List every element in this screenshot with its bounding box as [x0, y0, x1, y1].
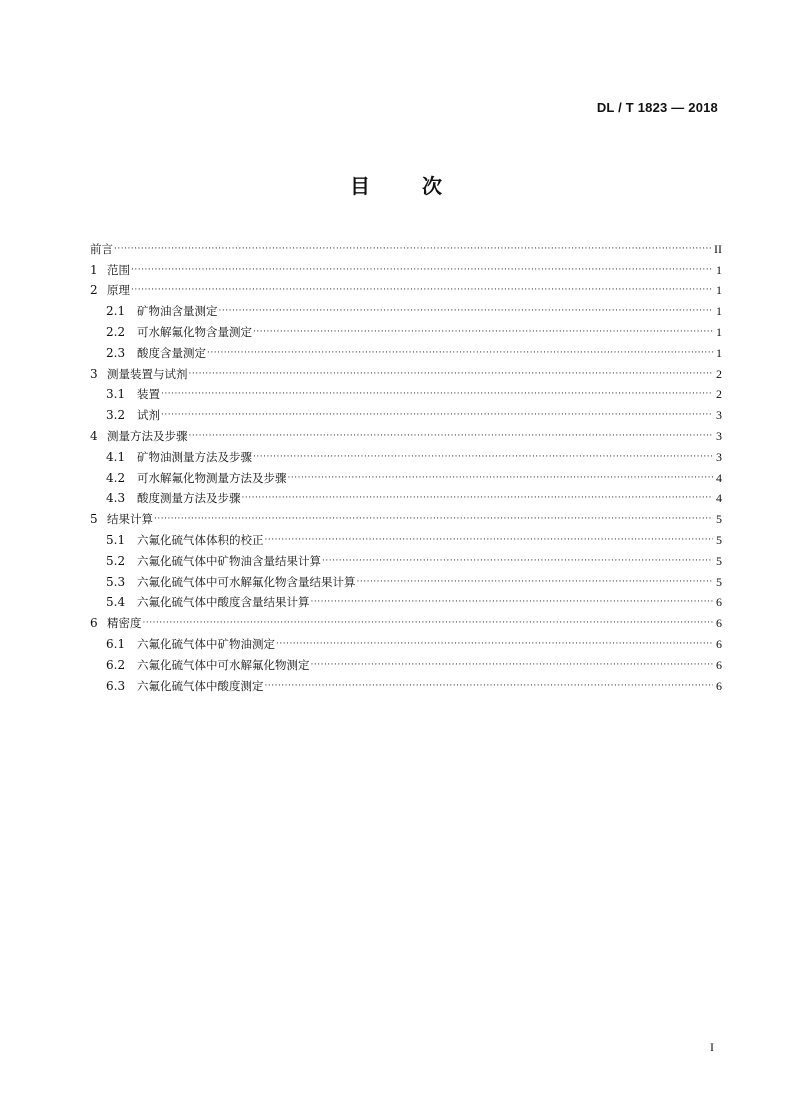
toc-entry-label: 六氟化硫气体中矿物油含量结果计算 — [137, 553, 321, 568]
toc-entry-number: 2.2 — [106, 324, 126, 339]
toc-entry-label: 试剂 — [137, 408, 160, 423]
toc-dot-leader — [253, 327, 713, 339]
toc-dot-leader — [189, 431, 714, 443]
toc-dot-leader — [253, 452, 713, 464]
toc-entry-number: 4.2 — [106, 470, 126, 485]
toc-dot-leader — [143, 618, 714, 630]
toc-entry-label: 矿物油测量方法及步骤 — [137, 449, 252, 464]
toc-title — [0, 170, 792, 199]
table-of-contents — [90, 235, 722, 693]
toc-entry-label: 装置 — [137, 387, 160, 402]
toc-entry-label: 六氟化硫气体中可水解氟化物测定 — [137, 657, 310, 672]
toc-entry-label: 六氟化硫气体中酸度含量结果计算 — [137, 595, 310, 610]
toc-entry-label: 范围 — [107, 262, 130, 277]
toc-dot-leader — [154, 514, 713, 526]
toc-entry[interactable] — [90, 277, 722, 298]
toc-entry-label: 六氟化硫气体体积的校正 — [137, 532, 264, 547]
toc-entry-page: 6 — [716, 616, 722, 631]
toc-entry-number: 2.3 — [106, 345, 126, 360]
toc-entry-page: 3 — [716, 428, 722, 443]
toc-dot-leader — [219, 306, 714, 318]
toc-entry-label: 结果计算 — [107, 512, 153, 527]
toc-dot-leader — [276, 639, 713, 651]
toc-entry-page: 1 — [716, 304, 722, 319]
toc-title-char-1: 目 — [350, 174, 370, 198]
toc-entry[interactable] — [90, 589, 722, 610]
toc-entry-label: 测量装置与试剂 — [107, 366, 188, 381]
toc-entry-number: 6.1 — [106, 636, 126, 651]
toc-dot-leader — [161, 410, 713, 422]
toc-entry[interactable] — [90, 485, 722, 506]
toc-entry-label: 前言 — [90, 241, 113, 256]
toc-entry-number: 5.4 — [106, 595, 126, 610]
toc-title-char-2: 次 — [422, 174, 442, 198]
toc-dot-leader — [311, 660, 714, 672]
toc-entry-number: 6.2 — [106, 657, 126, 672]
toc-entry-page: 2 — [716, 387, 722, 402]
toc-entry-page: 4 — [716, 470, 722, 485]
toc-entry[interactable] — [90, 505, 722, 526]
toc-entry[interactable] — [90, 318, 722, 339]
toc-entry-number: 3 — [90, 366, 98, 381]
toc-entry-page: 1 — [716, 283, 722, 298]
toc-entry-label: 六氟化硫气体中酸度测定 — [137, 678, 264, 693]
toc-entry[interactable] — [90, 526, 722, 547]
toc-entry-label: 酸度测量方法及步骤 — [137, 491, 241, 506]
toc-entry-label: 可水解氟化物测量方法及步骤 — [137, 470, 287, 485]
toc-dot-leader — [131, 285, 713, 297]
toc-entry-number: 6 — [90, 616, 98, 631]
toc-entry[interactable] — [90, 630, 722, 651]
toc-dot-leader — [265, 535, 714, 547]
toc-entry-label: 酸度含量测定 — [137, 345, 206, 360]
toc-entry-page: 3 — [716, 449, 722, 464]
toc-entry[interactable] — [90, 464, 722, 485]
toc-dot-leader — [131, 265, 713, 277]
toc-dot-leader — [189, 369, 714, 381]
toc-entry-page: II — [714, 241, 722, 256]
toc-entry-label: 精密度 — [107, 616, 142, 631]
toc-entry[interactable] — [90, 609, 722, 630]
toc-dot-leader — [357, 577, 714, 589]
toc-entry[interactable] — [90, 651, 722, 672]
toc-entry-number: 4.1 — [106, 449, 126, 464]
toc-entry-number: 3.2 — [106, 408, 126, 423]
toc-entry[interactable] — [90, 443, 722, 464]
toc-entry[interactable] — [90, 422, 722, 443]
toc-entry-number: 2.1 — [106, 304, 126, 319]
toc-entry-number: 4.3 — [106, 491, 126, 506]
toc-entry-number: 1 — [90, 262, 98, 277]
toc-entry[interactable] — [90, 401, 722, 422]
toc-entry[interactable] — [90, 360, 722, 381]
toc-entry-label: 原理 — [107, 283, 130, 298]
toc-entry-number: 5.2 — [106, 553, 126, 568]
document-code: DL / T 1823 — 2018 — [596, 100, 718, 115]
toc-entry-number: 3.1 — [106, 387, 126, 402]
toc-entry[interactable] — [90, 297, 722, 318]
page-number: I — [710, 1040, 714, 1054]
toc-dot-leader — [161, 389, 713, 401]
toc-entry-number: 6.3 — [106, 678, 126, 693]
toc-entry-number: 2 — [90, 283, 98, 298]
toc-entry-page: 5 — [716, 532, 722, 547]
toc-entry[interactable] — [90, 235, 722, 256]
toc-entry-page: 6 — [716, 657, 722, 672]
toc-entry-page: 1 — [716, 345, 722, 360]
toc-entry[interactable] — [90, 672, 722, 693]
toc-entry-number: 5.3 — [106, 574, 126, 589]
toc-entry-page: 2 — [716, 366, 722, 381]
toc-entry-label: 测量方法及步骤 — [107, 428, 188, 443]
toc-entry-label: 六氟化硫气体中矿物油测定 — [137, 636, 275, 651]
toc-entry[interactable] — [90, 547, 722, 568]
toc-entry-page: 5 — [716, 553, 722, 568]
toc-entry-page: 5 — [716, 512, 722, 527]
toc-dot-leader — [242, 493, 714, 505]
toc-entry-label: 矿物油含量测定 — [137, 304, 218, 319]
toc-entry-page: 6 — [716, 595, 722, 610]
toc-entry-number: 5.1 — [106, 532, 126, 547]
toc-entry[interactable] — [90, 339, 722, 360]
toc-entry-number: 5 — [90, 512, 98, 527]
toc-entry-page: 1 — [716, 262, 722, 277]
toc-entry-label: 可水解氟化物含量测定 — [137, 324, 252, 339]
toc-entry-page: 3 — [716, 408, 722, 423]
toc-dot-leader — [265, 681, 714, 693]
toc-entry-page: 1 — [716, 324, 722, 339]
toc-entry-page: 4 — [716, 491, 722, 506]
toc-entry[interactable] — [90, 568, 722, 589]
toc-dot-leader — [207, 348, 713, 360]
toc-entry-page: 5 — [716, 574, 722, 589]
toc-entry-page: 6 — [716, 678, 722, 693]
toc-entry[interactable] — [90, 381, 722, 402]
toc-dot-leader — [322, 556, 713, 568]
toc-entry[interactable] — [90, 256, 722, 277]
toc-dot-leader — [114, 244, 713, 256]
toc-entry-page: 6 — [716, 636, 722, 651]
toc-entry-number: 4 — [90, 428, 98, 443]
toc-dot-leader — [288, 473, 714, 485]
toc-entry-label: 六氟化硫气体中可水解氟化物含量结果计算 — [137, 574, 356, 589]
toc-dot-leader — [311, 597, 714, 609]
